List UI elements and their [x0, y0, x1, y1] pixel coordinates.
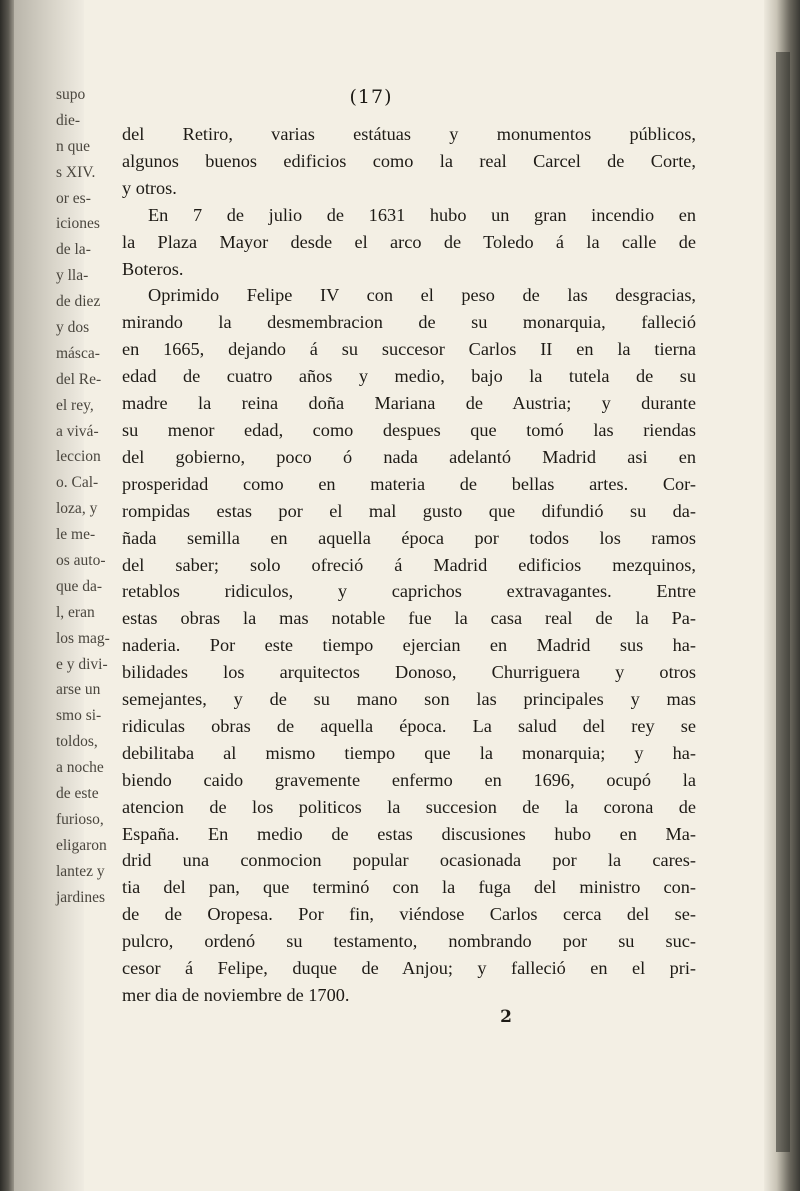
text-line: de de Oropesa. Por fin, viéndose Carlos cerca del se- — [122, 904, 696, 925]
facing-page-fragment: que da- — [56, 577, 103, 595]
facing-page-fragment: toldos, — [56, 733, 98, 751]
text-line: ñada semilla en aquella época por todos los ramos — [122, 527, 696, 548]
facing-page-fragment: y lla- — [56, 267, 89, 285]
facing-page-fragment: del Re- — [56, 370, 102, 388]
facing-page-fragment: supo — [56, 86, 86, 103]
text-line: madre la reina doña Mariana de Austria; y durante — [122, 393, 696, 414]
facing-page-fragment: o. Cal- — [56, 474, 99, 492]
text-line: cesor á Felipe, duque de Anjou; y falleció en el pri- — [122, 958, 696, 979]
text-line: Oprimido Felipe IV con el peso de las desgracias, — [148, 285, 696, 306]
facing-page-fragment: de este — [56, 785, 99, 803]
printer-signature-mark: 2 — [500, 1007, 512, 1027]
text-line: algunos buenos edificios como la real Carcel de Corte, — [122, 150, 696, 171]
paragraph-p2 — [122, 202, 696, 283]
page-number: (17) — [349, 86, 393, 108]
facing-page-fragment: eligaron — [56, 836, 107, 854]
facing-page-fragment: másca- — [56, 344, 100, 362]
text-line: semejantes, y de su mano son las principales y mas — [122, 689, 696, 710]
facing-page-fragment: loza, y — [56, 500, 98, 518]
text-line: pulcro, ordenó su testamento, nombrando por su suc- — [122, 931, 696, 952]
facing-page-fragment: de diez — [56, 293, 101, 311]
facing-page-fragment: die- — [56, 111, 81, 129]
text-line: bilidades los arquitectos Donoso, Churriguera y otros — [122, 662, 696, 683]
paragraph-p1 — [122, 121, 696, 202]
text-line: su menor edad, como despues que tomó las riendas — [122, 419, 696, 440]
text-line: edad de cuatro años y medio, bajo la tutela de su — [122, 366, 696, 387]
facing-page-fragment: jardines — [56, 888, 106, 906]
text-line: y otros. — [122, 177, 177, 198]
facing-page-fragment: el rey, — [56, 396, 94, 414]
text-line: biendo caido gravemente enfermo en 1696, ocupó la — [122, 769, 696, 790]
text-line: Boteros. — [122, 258, 184, 279]
facing-page-fragments — [56, 82, 110, 911]
facing-page-fragment: leccion — [56, 448, 101, 466]
text-line: rompidas estas por el mal gusto que difundió su da- — [122, 500, 696, 521]
facing-page-fragment: n que — [56, 137, 91, 155]
facing-page-fragment: s XIV. — [56, 163, 96, 181]
facing-page-fragment: smo si- — [56, 707, 102, 725]
text-line: la Plaza Mayor desde el arco de Toledo á la calle de — [122, 231, 696, 252]
text-line: tia del pan, que terminó con la fuga del ministro con- — [122, 877, 696, 898]
text-line: mirando la desmembracion de su monarquia, falleció — [122, 312, 696, 333]
text-line: prosperidad como en materia de bellas artes. Cor- — [122, 473, 696, 494]
text-line: del Retiro, varias estátuas y monumentos públicos, — [122, 124, 696, 144]
facing-page-fragment: l, eran — [56, 603, 95, 621]
text-line: naderia. Por este tiempo ejercian en Madrid sus ha- — [122, 635, 696, 656]
facing-page-fragment: or es- — [56, 189, 91, 207]
text-line: estas obras la mas notable fue la casa real de la Pa- — [122, 608, 696, 629]
facing-page-fragment: lantez y — [56, 862, 105, 880]
facing-page-fragment: y dos — [56, 319, 90, 337]
facing-page-fragment: os auto- — [56, 552, 106, 570]
paragraph-p3 — [122, 282, 696, 1008]
facing-page-fragment: a noche — [56, 759, 104, 777]
text-line: del saber; solo ofreció á Madrid edificios mezquinos, — [122, 554, 696, 575]
text-line: del gobierno, poco ó nada adelantó Madrid asi en — [122, 446, 696, 467]
text-line: En 7 de julio de 1631 hubo un gran incendio en — [148, 204, 696, 225]
text-line: drid una conmocion popular ocasionada por la cares- — [122, 850, 696, 871]
text-line: atencion de los politicos la succesion de la corona de — [122, 796, 696, 817]
facing-page-fragment: arse un — [56, 681, 101, 699]
facing-page-fragment: iciones — [56, 215, 100, 233]
text-line: España. En medio de estas discusiones hubo en Ma- — [122, 823, 696, 844]
book-binding-gutter — [0, 0, 14, 1191]
text-line: ridiculas obras de aquella época. La salud del rey se — [122, 715, 696, 736]
text-line: en 1665, dejando á su succesor Carlos II en la tierna — [122, 339, 696, 360]
facing-page-fragment: a vivá- — [56, 422, 99, 440]
text-line: retablos ridiculos, y caprichos extravagantes. Entre — [122, 581, 696, 602]
facing-page-fragment: furioso, — [56, 810, 104, 828]
facing-page-fragment: de la- — [56, 241, 91, 259]
facing-page-fragment: e y divi- — [56, 655, 108, 673]
text-line: debilitaba al mismo tiempo que la monarquia; y ha- — [122, 742, 696, 763]
text-line: mer dia de noviembre de 1700. — [122, 985, 350, 1005]
facing-page-fragment: le me- — [56, 526, 96, 544]
page-edge-shadow — [776, 52, 790, 1152]
body-text — [122, 121, 696, 1009]
facing-page-fragment: los mag- — [56, 629, 110, 647]
